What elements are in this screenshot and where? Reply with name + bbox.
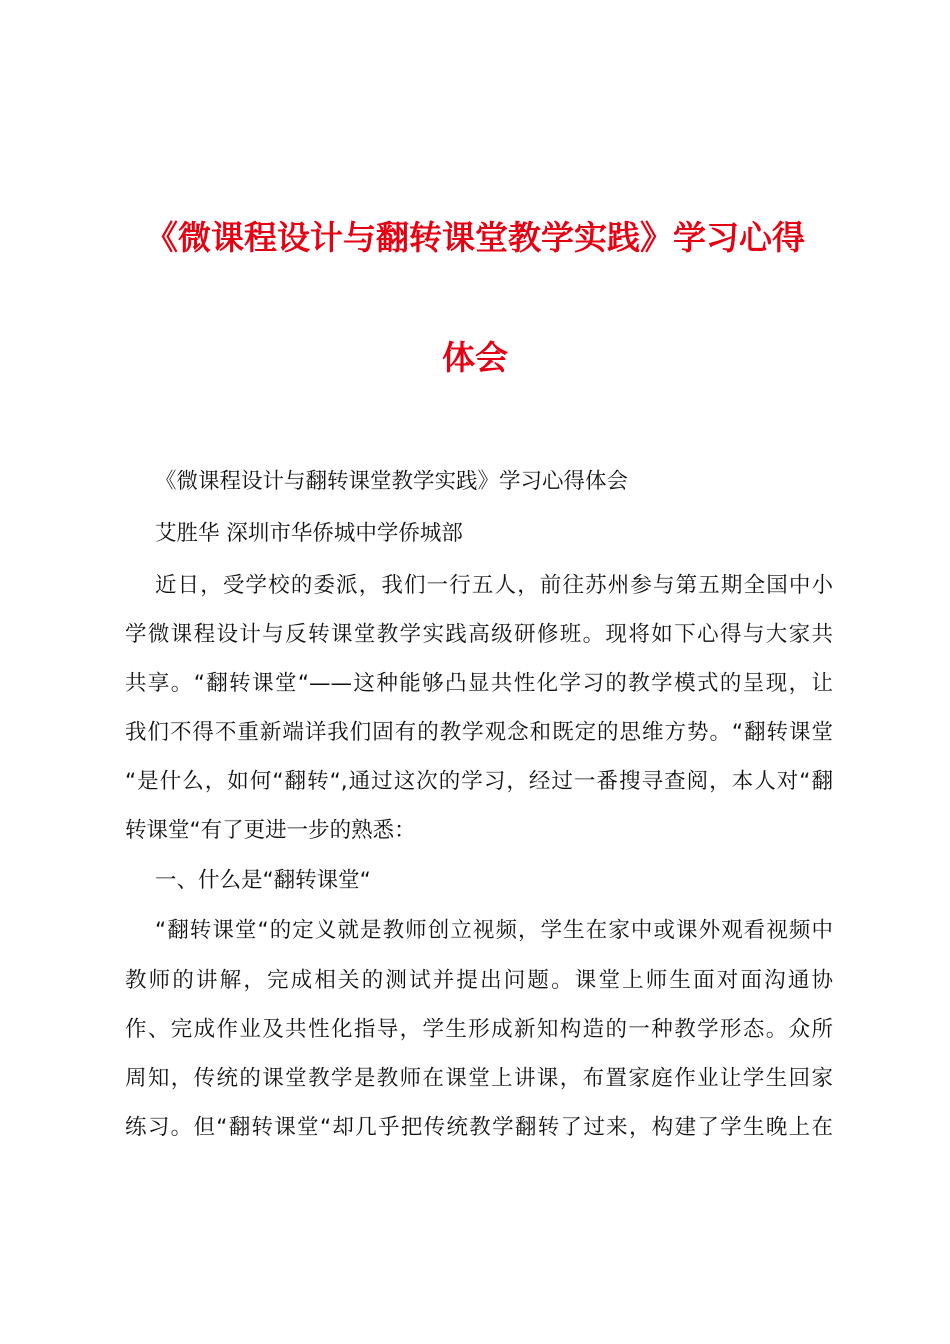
- section-line: 周知，传统的课堂教学是教师在课堂上讲课，布置家庭作业让学生回家: [125, 1066, 833, 1091]
- section-line: 作、完成作业及共性化指导，学生形成新知构造的一种教学形态。众所: [125, 1017, 833, 1042]
- section-heading: 一、什么是“翻转课堂“: [155, 868, 371, 893]
- section-line: 练习。但“翻转课堂“却几乎把传统教学翻转了过来，构建了学生晚上在: [125, 1115, 833, 1140]
- section-line: “翻转课堂“的定义就是教师创立视频，学生在家中或课外观看视频中: [155, 918, 833, 943]
- body-line: 转课堂“有了更进一步的熟悉：: [125, 818, 416, 843]
- body-line: 近日，受学校的委派，我们一行五人，前往苏州参与第五期全国中小: [155, 573, 833, 598]
- section-line: 教师的讲解，完成相关的测试并提出问题。课堂上师生面对面沟通协: [125, 968, 833, 993]
- document-title-line-2: 体会: [442, 338, 508, 377]
- body-line: 学微课程设计与反转课堂教学实践高级研修班。现将如下心得与大家共: [125, 622, 833, 647]
- document-title-line-1: 《微课程设计与翻转课堂教学实践》学习心得: [145, 218, 805, 257]
- body-line: “是什么，如何“翻转“,通过这次的学习，经过一番搜寻查阅，本人对“翻: [125, 769, 833, 794]
- body-line: 我们不得不重新端详我们固有的教学观念和既定的思维方势。“翻转课堂: [125, 720, 833, 745]
- subtitle: 《微课程设计与翻转课堂教学实践》学习心得体会: [155, 469, 629, 494]
- body-line: 共享。“翻转课堂“——这种能够凸显共性化学习的教学模式的呈现，让: [125, 671, 833, 696]
- author-line: 艾胜华 深圳市华侨城中学侨城部: [155, 521, 463, 546]
